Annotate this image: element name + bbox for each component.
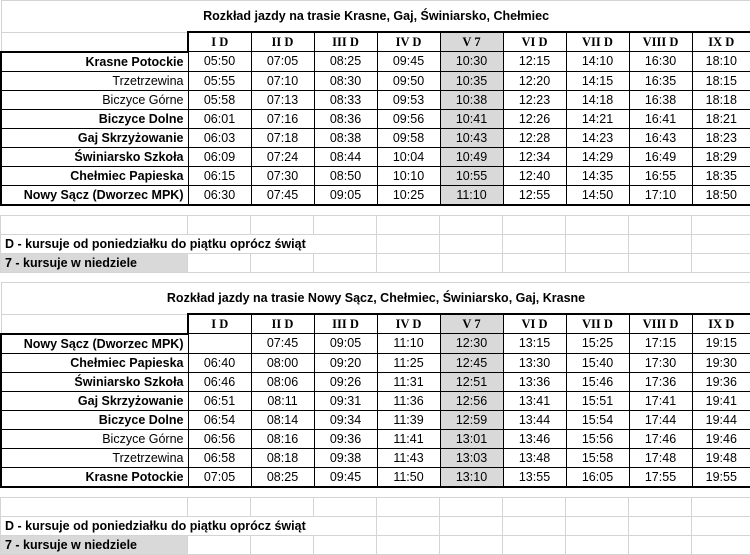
empty-cell	[692, 254, 750, 273]
empty-cell	[314, 254, 377, 273]
departure-time: 12:40	[503, 166, 566, 185]
departure-time: 12:51	[440, 372, 503, 391]
table-row	[1, 185, 750, 205]
table-row	[1, 166, 750, 185]
departure-time: 16:05	[566, 467, 629, 487]
departure-time: 09:45	[314, 467, 377, 487]
departure-time: 10:55	[440, 166, 503, 185]
departure-time: 18:18	[692, 90, 750, 109]
departure-time: 19:55	[692, 467, 750, 487]
departure-time: 09:53	[377, 90, 440, 109]
departure-time: 11:25	[377, 353, 440, 372]
course-header: VIII D	[629, 32, 692, 52]
departure-time: 08:30	[314, 71, 377, 90]
empty-cell	[188, 498, 251, 517]
departure-time: 14:29	[566, 147, 629, 166]
departure-time: 16:35	[629, 71, 692, 90]
departure-time: 08:18	[251, 448, 314, 467]
departure-time: 15:54	[566, 410, 629, 429]
empty-cell	[440, 235, 503, 254]
departure-time: 17:46	[629, 429, 692, 448]
departure-time: 12:55	[503, 185, 566, 205]
table1-timetable	[0, 0, 750, 206]
departure-time: 05:58	[188, 90, 251, 109]
departure-time: 07:16	[251, 109, 314, 128]
departure-time: 09:56	[377, 109, 440, 128]
course-header: VII D	[566, 314, 629, 334]
departure-time: 12:45	[440, 353, 503, 372]
departure-time: 08:00	[251, 353, 314, 372]
departure-time: 16:30	[629, 52, 692, 72]
header-corner	[1, 314, 188, 334]
course-header: IX D	[692, 314, 750, 334]
course-header: V 7	[440, 32, 503, 52]
empty-cell	[566, 254, 629, 273]
departure-time: 07:24	[251, 147, 314, 166]
departure-time: 16:41	[629, 109, 692, 128]
departure-time: 18:21	[692, 109, 750, 128]
departure-time: 08:14	[251, 410, 314, 429]
departure-time: 13:44	[503, 410, 566, 429]
departure-time: 15:25	[566, 334, 629, 354]
departure-time: 15:58	[566, 448, 629, 467]
empty-cell	[629, 235, 692, 254]
departure-time: 11:10	[440, 185, 503, 205]
departure-time: 15:56	[566, 429, 629, 448]
header-row	[1, 314, 750, 334]
empty-cell	[377, 517, 440, 536]
departure-time: 14:15	[566, 71, 629, 90]
departure-time: 06:01	[188, 109, 251, 128]
departure-time: 09:34	[314, 410, 377, 429]
departure-time: 08:38	[314, 128, 377, 147]
departure-time: 19:44	[692, 410, 750, 429]
table-row	[1, 448, 750, 467]
empty-cell	[188, 216, 251, 235]
departure-time: 08:11	[251, 391, 314, 410]
table-row	[1, 334, 750, 354]
departure-time: 13:41	[503, 391, 566, 410]
departure-time: 10:04	[377, 147, 440, 166]
course-header: I D	[188, 314, 251, 334]
departure-time: 06:15	[188, 166, 251, 185]
departure-time: 16:55	[629, 166, 692, 185]
course-header: V 7	[440, 314, 503, 334]
departure-time: 09:05	[314, 334, 377, 354]
departure-time: 10:30	[440, 52, 503, 72]
legend-sunday-note: 7 - kursuje w niedziele	[1, 254, 188, 273]
course-header: VI D	[503, 32, 566, 52]
empty-cell	[566, 235, 629, 254]
empty-cell	[188, 254, 251, 273]
departure-time: 15:46	[566, 372, 629, 391]
stop-name: Nowy Sącz (Dworzec MPK)	[1, 334, 188, 354]
departure-time: 06:56	[188, 429, 251, 448]
legend-sunday-note: 7 - kursuje w niedziele	[1, 536, 188, 555]
course-header: III D	[314, 314, 377, 334]
stop-name: Trzetrzewina	[1, 448, 188, 467]
departure-time: 06:54	[188, 410, 251, 429]
departure-time: 08:16	[251, 429, 314, 448]
departure-time: 06:40	[188, 353, 251, 372]
empty-cell	[251, 254, 314, 273]
empty-cell	[629, 254, 692, 273]
departure-time: 19:36	[692, 372, 750, 391]
table2-timetable	[0, 282, 750, 488]
departure-time: 19:30	[692, 353, 750, 372]
departure-time: 08:25	[314, 52, 377, 72]
departure-time: 18:50	[692, 185, 750, 205]
legend-row	[1, 235, 750, 254]
course-header: VII D	[566, 32, 629, 52]
departure-time: 18:10	[692, 52, 750, 72]
departure-time: 17:41	[629, 391, 692, 410]
stop-name: Gaj Skrzyżowanie	[1, 391, 188, 410]
departure-time: 05:55	[188, 71, 251, 90]
departure-time: 14:35	[566, 166, 629, 185]
table-row	[1, 147, 750, 166]
course-header: II D	[251, 314, 314, 334]
empty-cell	[314, 216, 377, 235]
departure-time: 09:45	[377, 52, 440, 72]
departure-time: 05:50	[188, 52, 251, 72]
empty-cell	[629, 498, 692, 517]
departure-time: 09:26	[314, 372, 377, 391]
table-row	[1, 410, 750, 429]
legend-weekday-note: D - kursuje od poniedziałku do piątku oprócz świąt	[1, 235, 377, 254]
table-row	[1, 128, 750, 147]
table-row	[1, 109, 750, 128]
stop-name: Biczyce Górne	[1, 90, 188, 109]
departure-time: 10:49	[440, 147, 503, 166]
departure-time	[188, 334, 251, 354]
legend-notes	[0, 497, 750, 555]
departure-time: 14:23	[566, 128, 629, 147]
departure-time: 13:55	[503, 467, 566, 487]
departure-time: 08:44	[314, 147, 377, 166]
table-row	[1, 90, 750, 109]
departure-time: 12:59	[440, 410, 503, 429]
stop-name: Biczyce Dolne	[1, 109, 188, 128]
empty-cell	[629, 216, 692, 235]
departure-time: 10:10	[377, 166, 440, 185]
departure-time: 07:10	[251, 71, 314, 90]
empty-cell	[377, 216, 440, 235]
empty-cell	[503, 498, 566, 517]
departure-time: 11:50	[377, 467, 440, 487]
departure-time: 16:43	[629, 128, 692, 147]
departure-time: 17:10	[629, 185, 692, 205]
legend-row	[1, 254, 750, 273]
departure-time: 07:45	[251, 185, 314, 205]
empty-cell	[503, 254, 566, 273]
departure-time: 18:35	[692, 166, 750, 185]
empty-cell	[1, 498, 188, 517]
departure-time: 10:43	[440, 128, 503, 147]
departure-time: 14:21	[566, 109, 629, 128]
departure-time: 06:30	[188, 185, 251, 205]
departure-time: 10:41	[440, 109, 503, 128]
course-header: VI D	[503, 314, 566, 334]
departure-time: 07:30	[251, 166, 314, 185]
timetable-title-row	[1, 1, 750, 33]
empty-cell	[440, 216, 503, 235]
departure-time: 17:36	[629, 372, 692, 391]
table-row	[1, 391, 750, 410]
header-corner	[1, 32, 188, 52]
stop-name: Nowy Sącz (Dworzec MPK)	[1, 185, 188, 205]
empty-cell	[440, 498, 503, 517]
departure-time: 06:46	[188, 372, 251, 391]
stop-name: Chełmiec Papieska	[1, 353, 188, 372]
table-row	[1, 71, 750, 90]
stop-name: Świniarsko Szkoła	[1, 372, 188, 391]
departure-time: 13:48	[503, 448, 566, 467]
course-header: IV D	[377, 314, 440, 334]
departure-time: 07:05	[188, 467, 251, 487]
timetable-title: Rozkład jazdy na trasie Krasne, Gaj, Świniarsko, Chełmiec	[1, 1, 750, 33]
departure-time: 07:45	[251, 334, 314, 354]
departure-time: 11:43	[377, 448, 440, 467]
table-row	[1, 429, 750, 448]
departure-time: 07:05	[251, 52, 314, 72]
departure-time: 08:33	[314, 90, 377, 109]
stop-name: Biczyce Dolne	[1, 410, 188, 429]
departure-time: 09:38	[314, 448, 377, 467]
departure-time: 12:28	[503, 128, 566, 147]
departure-time: 14:50	[566, 185, 629, 205]
departure-time: 13:46	[503, 429, 566, 448]
stop-name: Gaj Skrzyżowanie	[1, 128, 188, 147]
departure-time: 08:06	[251, 372, 314, 391]
departure-time: 13:30	[503, 353, 566, 372]
departure-time: 09:31	[314, 391, 377, 410]
timetable-title: Rozkład jazdy na trasie Nowy Sącz, Chełmiec, Świniarsko, Gaj, Krasne	[1, 283, 750, 315]
empty-cell	[566, 216, 629, 235]
departure-time: 13:03	[440, 448, 503, 467]
departure-time: 18:15	[692, 71, 750, 90]
empty-cell	[440, 254, 503, 273]
departure-time: 11:41	[377, 429, 440, 448]
departure-time: 15:51	[566, 391, 629, 410]
departure-time: 19:15	[692, 334, 750, 354]
departure-time: 10:35	[440, 71, 503, 90]
departure-time: 13:10	[440, 467, 503, 487]
empty-cell	[503, 235, 566, 254]
departure-time: 13:01	[440, 429, 503, 448]
departure-time: 11:31	[377, 372, 440, 391]
departure-time: 13:36	[503, 372, 566, 391]
departure-time: 08:25	[251, 467, 314, 487]
departure-time: 16:49	[629, 147, 692, 166]
table-row	[1, 52, 750, 72]
departure-time: 06:51	[188, 391, 251, 410]
stop-name: Świniarsko Szkoła	[1, 147, 188, 166]
departure-time: 06:03	[188, 128, 251, 147]
departure-time: 17:44	[629, 410, 692, 429]
empty-cell	[629, 517, 692, 536]
departure-time: 19:41	[692, 391, 750, 410]
departure-time: 16:38	[629, 90, 692, 109]
departure-time: 10:38	[440, 90, 503, 109]
departure-time: 14:10	[566, 52, 629, 72]
course-header: I D	[188, 32, 251, 52]
departure-time: 09:36	[314, 429, 377, 448]
departure-time: 08:50	[314, 166, 377, 185]
course-header: IX D	[692, 32, 750, 52]
stop-name: Biczyce Górne	[1, 429, 188, 448]
empty-cell	[503, 517, 566, 536]
departure-time: 09:50	[377, 71, 440, 90]
empty-cell	[251, 498, 314, 517]
course-header: III D	[314, 32, 377, 52]
departure-time: 12:26	[503, 109, 566, 128]
departure-time: 11:10	[377, 334, 440, 354]
empty-cell	[1, 216, 188, 235]
stop-name: Trzetrzewina	[1, 71, 188, 90]
departure-time: 17:55	[629, 467, 692, 487]
empty-row	[1, 216, 750, 235]
departure-time: 06:58	[188, 448, 251, 467]
legend-weekday-note: D - kursuje od poniedziałku do piątku oprócz świąt	[1, 517, 377, 536]
departure-time: 18:23	[692, 128, 750, 147]
departure-time: 09:05	[314, 185, 377, 205]
empty-cell	[692, 216, 750, 235]
departure-time: 07:18	[251, 128, 314, 147]
departure-time: 06:09	[188, 147, 251, 166]
stop-name: Krasne Potockie	[1, 52, 188, 72]
course-header: VIII D	[629, 314, 692, 334]
departure-time: 12:15	[503, 52, 566, 72]
departure-time: 10:25	[377, 185, 440, 205]
departure-time: 07:13	[251, 90, 314, 109]
empty-cell	[566, 498, 629, 517]
departure-time: 12:34	[503, 147, 566, 166]
departure-time: 12:30	[440, 334, 503, 354]
departure-time: 11:36	[377, 391, 440, 410]
departure-time: 17:15	[629, 334, 692, 354]
timetable-title-row	[1, 283, 750, 315]
departure-time: 09:58	[377, 128, 440, 147]
legend-row	[1, 517, 750, 536]
table-row	[1, 467, 750, 487]
table-row	[1, 372, 750, 391]
departure-time: 19:48	[692, 448, 750, 467]
legend-notes	[0, 215, 750, 273]
empty-cell	[251, 216, 314, 235]
departure-time: 19:46	[692, 429, 750, 448]
departure-time: 09:20	[314, 353, 377, 372]
departure-time: 17:48	[629, 448, 692, 467]
departure-time: 14:18	[566, 90, 629, 109]
empty-cell	[503, 216, 566, 235]
departure-time: 15:40	[566, 353, 629, 372]
empty-cell	[692, 235, 750, 254]
departure-time: 18:29	[692, 147, 750, 166]
stop-name: Chełmiec Papieska	[1, 166, 188, 185]
course-header: IV D	[377, 32, 440, 52]
departure-time: 12:20	[503, 71, 566, 90]
empty-row	[1, 498, 750, 517]
empty-cell	[377, 235, 440, 254]
table-row	[1, 353, 750, 372]
departure-time: 08:36	[314, 109, 377, 128]
header-row	[1, 32, 750, 52]
course-header: II D	[251, 32, 314, 52]
departure-time: 11:39	[377, 410, 440, 429]
departure-time: 12:23	[503, 90, 566, 109]
empty-cell	[440, 517, 503, 536]
departure-time: 12:56	[440, 391, 503, 410]
departure-time: 13:15	[503, 334, 566, 354]
empty-cell	[692, 517, 750, 536]
empty-cell	[566, 517, 629, 536]
empty-cell	[377, 498, 440, 517]
stop-name: Krasne Potockie	[1, 467, 188, 487]
empty-cell	[377, 254, 440, 273]
departure-time: 17:30	[629, 353, 692, 372]
empty-cell	[692, 498, 750, 517]
empty-cell	[314, 498, 377, 517]
